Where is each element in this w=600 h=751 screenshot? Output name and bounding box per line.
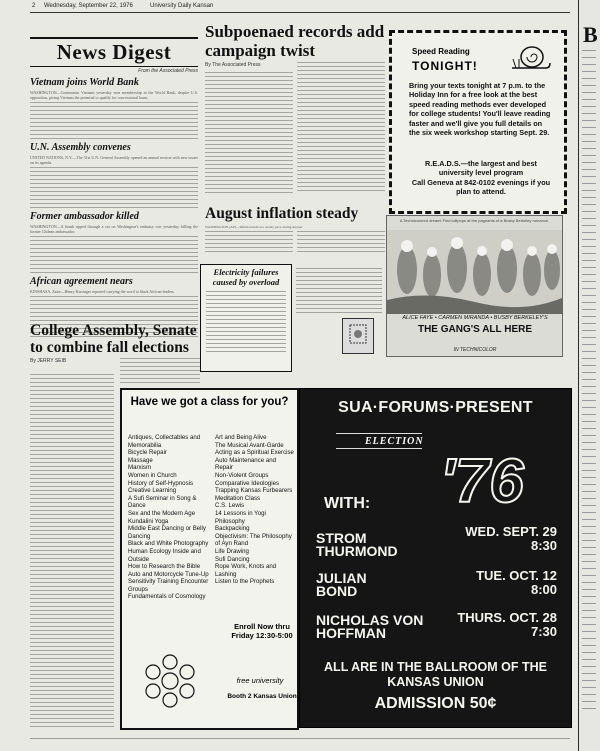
speaker-time: 8:30: [530, 538, 557, 553]
free-university-logo-icon: [140, 652, 200, 710]
class-list-item: Massage: [128, 456, 153, 464]
class-list-item: Auto and Motorcycle Tune-Up: [128, 570, 209, 578]
digest-headline: Former ambassador killed: [30, 211, 139, 222]
class-list-item: Bicycle Repair: [128, 449, 167, 457]
class-list-item: Rope Work, Knots and Lashing: [215, 563, 277, 578]
class-list-item: Sufi Dancing: [215, 555, 250, 563]
inflation-body-col3: [296, 268, 382, 316]
class-list-item: Fundamentals of Cosmology: [128, 593, 206, 601]
call-line: Call Geneva at 842-0102 evenings if you plan to attend.: [411, 177, 551, 197]
class-list-item: Life Drawing: [215, 547, 249, 555]
speed-reading-body: Bring your texts tonight at 7 p.m. to the Holiday Inn for a free look at the best speed reading methods ever developed for college students! You'll leave reading faster and we'll give you full details on the six week workshop starting Sept. 29.: [409, 81, 551, 138]
stamp-icon: [348, 323, 368, 345]
class-list-item: Art and Being Alive: [215, 434, 267, 441]
class-list-item: Auto Maintenance and Repair: [215, 456, 276, 472]
subpoena-byline: By The Associated Press: [205, 62, 261, 68]
electricity-body: [206, 291, 286, 352]
class-list-item: History of Self-Hypnosis: [128, 479, 194, 487]
news-digest-subtitle: From the Associated Press: [138, 68, 198, 74]
free-university-logo-text: free university: [236, 676, 284, 685]
speaker-time: 8:00: [530, 582, 557, 597]
speed-reading-title: Speed Reading: [412, 47, 470, 56]
gang-format: IN TECHNICOLOR: [453, 347, 497, 353]
left-class-list: [128, 434, 213, 601]
speaker-date: [425, 525, 557, 553]
digest-headline: U.N. Assembly convenes: [30, 142, 131, 153]
class-list-item: Non-Violent Groups: [215, 471, 269, 479]
page-number: 2: [32, 3, 36, 9]
class-list-item: Creative Learning: [128, 487, 177, 495]
class-list-item: Meditation Class: [215, 494, 261, 502]
class-list-item: Comparative Ideologies: [215, 479, 280, 487]
digest-text: WASHINGTON—Communist Vietnam yesterday won membership in the World Bank, despite U.S. opposition, giving Vietnam the potential to qualify for concessional loans.: [30, 90, 198, 100]
sua-year: '76: [440, 447, 524, 516]
college-body-col2: [120, 358, 200, 386]
header-rule: [30, 12, 570, 13]
electricity-headline: Electricity failures caused by overload: [212, 267, 280, 287]
adjacent-page-lines: [582, 50, 596, 715]
enroll-info: Enroll Now thru Friday 12:30-5:00: [231, 622, 293, 640]
class-list-item: Middle East Dancing or Belly Dancing: [128, 525, 206, 540]
speaker-date-text: THURS. OCT. 28: [457, 610, 557, 625]
dancers-illustration: [387, 230, 562, 314]
college-headline: College Assembly, Senate to combine fall elections: [30, 322, 197, 356]
speaker-name: STROM THURMOND: [316, 530, 398, 559]
snail-icon: [510, 41, 552, 71]
digest-headline: Vietnam joins World Bank: [30, 77, 139, 88]
college-body-col1: [30, 374, 114, 730]
class-list-item: The Musical Avant-Garde: [215, 441, 284, 449]
bottom-rule: [30, 738, 570, 739]
digest-headline: African agreement nears: [30, 276, 133, 287]
class-list-item: C.S. Lewis: [215, 502, 245, 510]
header-date: Wednesday, September 22, 1976: [44, 3, 133, 9]
adjacent-page-letter: B: [583, 22, 598, 47]
class-list-item: A Sufi Seminar in Song & Dance: [128, 494, 197, 510]
class-list-item: Sex and the Modern Age: [128, 509, 196, 517]
class-list-item: Backpacking: [215, 525, 250, 533]
speed-reading-footer: [409, 159, 553, 197]
page-header: [0, 2, 578, 12]
right-class-list: [215, 434, 295, 586]
sua-with: WITH:: [324, 495, 371, 512]
sua-admission: ADMISSION 50¢: [374, 695, 497, 712]
digest-text-lines: [30, 236, 198, 273]
reads-tagline: R.E.A.D.S.—the largest and best university level program: [425, 159, 537, 178]
class-list-item: Objectivism: The Philosophy of Ayn Rand: [215, 532, 292, 548]
digest-text: UNITED NATIONS, N.Y.—The 31st U.N. General Assembly opened an annual session with new issues on its agenda.: [30, 155, 198, 165]
speaker-date: [435, 611, 557, 639]
speed-reading-tonight: TONIGHT!: [412, 59, 478, 73]
inflation-story: [205, 205, 385, 223]
class-list-item: Acting as a Spiritual Exercise: [215, 449, 294, 457]
sua-location: ALL ARE IN THE BALLROOM OF THE KANSAS UNION: [324, 660, 547, 689]
class-list-item: Women in Church: [128, 471, 177, 479]
sua-election: ELECTION: [365, 436, 424, 447]
gang-title: THE GANG'S ALL HERE: [417, 324, 533, 335]
inflation-lead: WASHINGTON (AP)—Inflation held at a steady pace during August.: [205, 225, 304, 229]
digest-text-lines: [30, 102, 198, 139]
sua-forums-ad: [299, 388, 572, 728]
gang-caption: A Technicolored dream! Find lollipops at the pageants of a Busby Berkeley romance.: [399, 218, 550, 223]
inflation-body-col1: [205, 231, 293, 255]
digest-text: KINSHASA, Zaire—Henry Kissinger reported carrying the word to black African leaders.: [30, 289, 175, 294]
class-ad-title: Have we got a class for you?: [130, 396, 289, 408]
class-list-item: Trapping Kansas Furbearers: [215, 487, 293, 495]
class-list-item: 14 Lessons in Yogi Philosophy: [215, 509, 266, 525]
free-university-ad: [120, 388, 299, 730]
sua-title: SUA·FORUMS·PRESENT: [338, 399, 533, 416]
gang-actors: ALICE FAYE • CARMEN MIRANDA • BUSBY BERKELEY'S: [402, 315, 548, 321]
booth-location: Booth 2 Kansas Union: [227, 693, 297, 700]
class-list-item: Human Ecology Inside and Outside: [128, 547, 201, 563]
class-list-item: How to Research the Bible: [128, 563, 201, 571]
adjacent-page-edge: [579, 0, 600, 751]
digest-text-lines: [30, 167, 198, 208]
speaker-name: JULIAN BOND: [316, 570, 367, 599]
college-byline: By JERRY SEIB: [30, 358, 67, 364]
speaker-date: [425, 569, 557, 597]
class-list-item: Marxism: [128, 464, 152, 472]
inflation-body-col2: [297, 231, 385, 255]
subpoena-headline: Subpoenaed records add campaign twist: [205, 22, 385, 60]
class-list-item: Black and White Photography: [128, 540, 209, 548]
speaker-name: NICHOLAS VON HOFFMAN: [316, 612, 424, 641]
news-digest: [30, 37, 198, 340]
stamp-ad: [342, 318, 374, 354]
class-list-item: Kundalini Yoga: [128, 517, 169, 525]
speaker-time: 7:30: [530, 624, 557, 639]
electricity-box: [200, 264, 292, 372]
speaker-date-text: TUE. OCT. 12: [476, 568, 557, 583]
speed-reading-ad: [389, 30, 567, 214]
digest-text: WASHINGTON—A bomb ripped through a car on Washington's embassy row yesterday, killing the former Chilean ambassador.: [30, 224, 198, 234]
subpoena-body-col2: [297, 62, 385, 194]
class-list-item: Listen to the Prophets: [215, 578, 275, 586]
class-list-item: Sensitivity Training Encounter Groups: [128, 578, 209, 593]
speaker-date-text: WED. SEPT. 29: [465, 524, 557, 539]
subpoena-body-col1: [205, 72, 293, 196]
header-paper-name: University Daily Kansan: [150, 3, 214, 9]
inflation-headline: August inflation steady: [205, 205, 359, 222]
class-list-item: Antiques, Collectables and Memorabilia: [128, 434, 201, 449]
gang-movie-ad: [386, 215, 563, 357]
news-digest-title: News Digest: [30, 37, 198, 67]
